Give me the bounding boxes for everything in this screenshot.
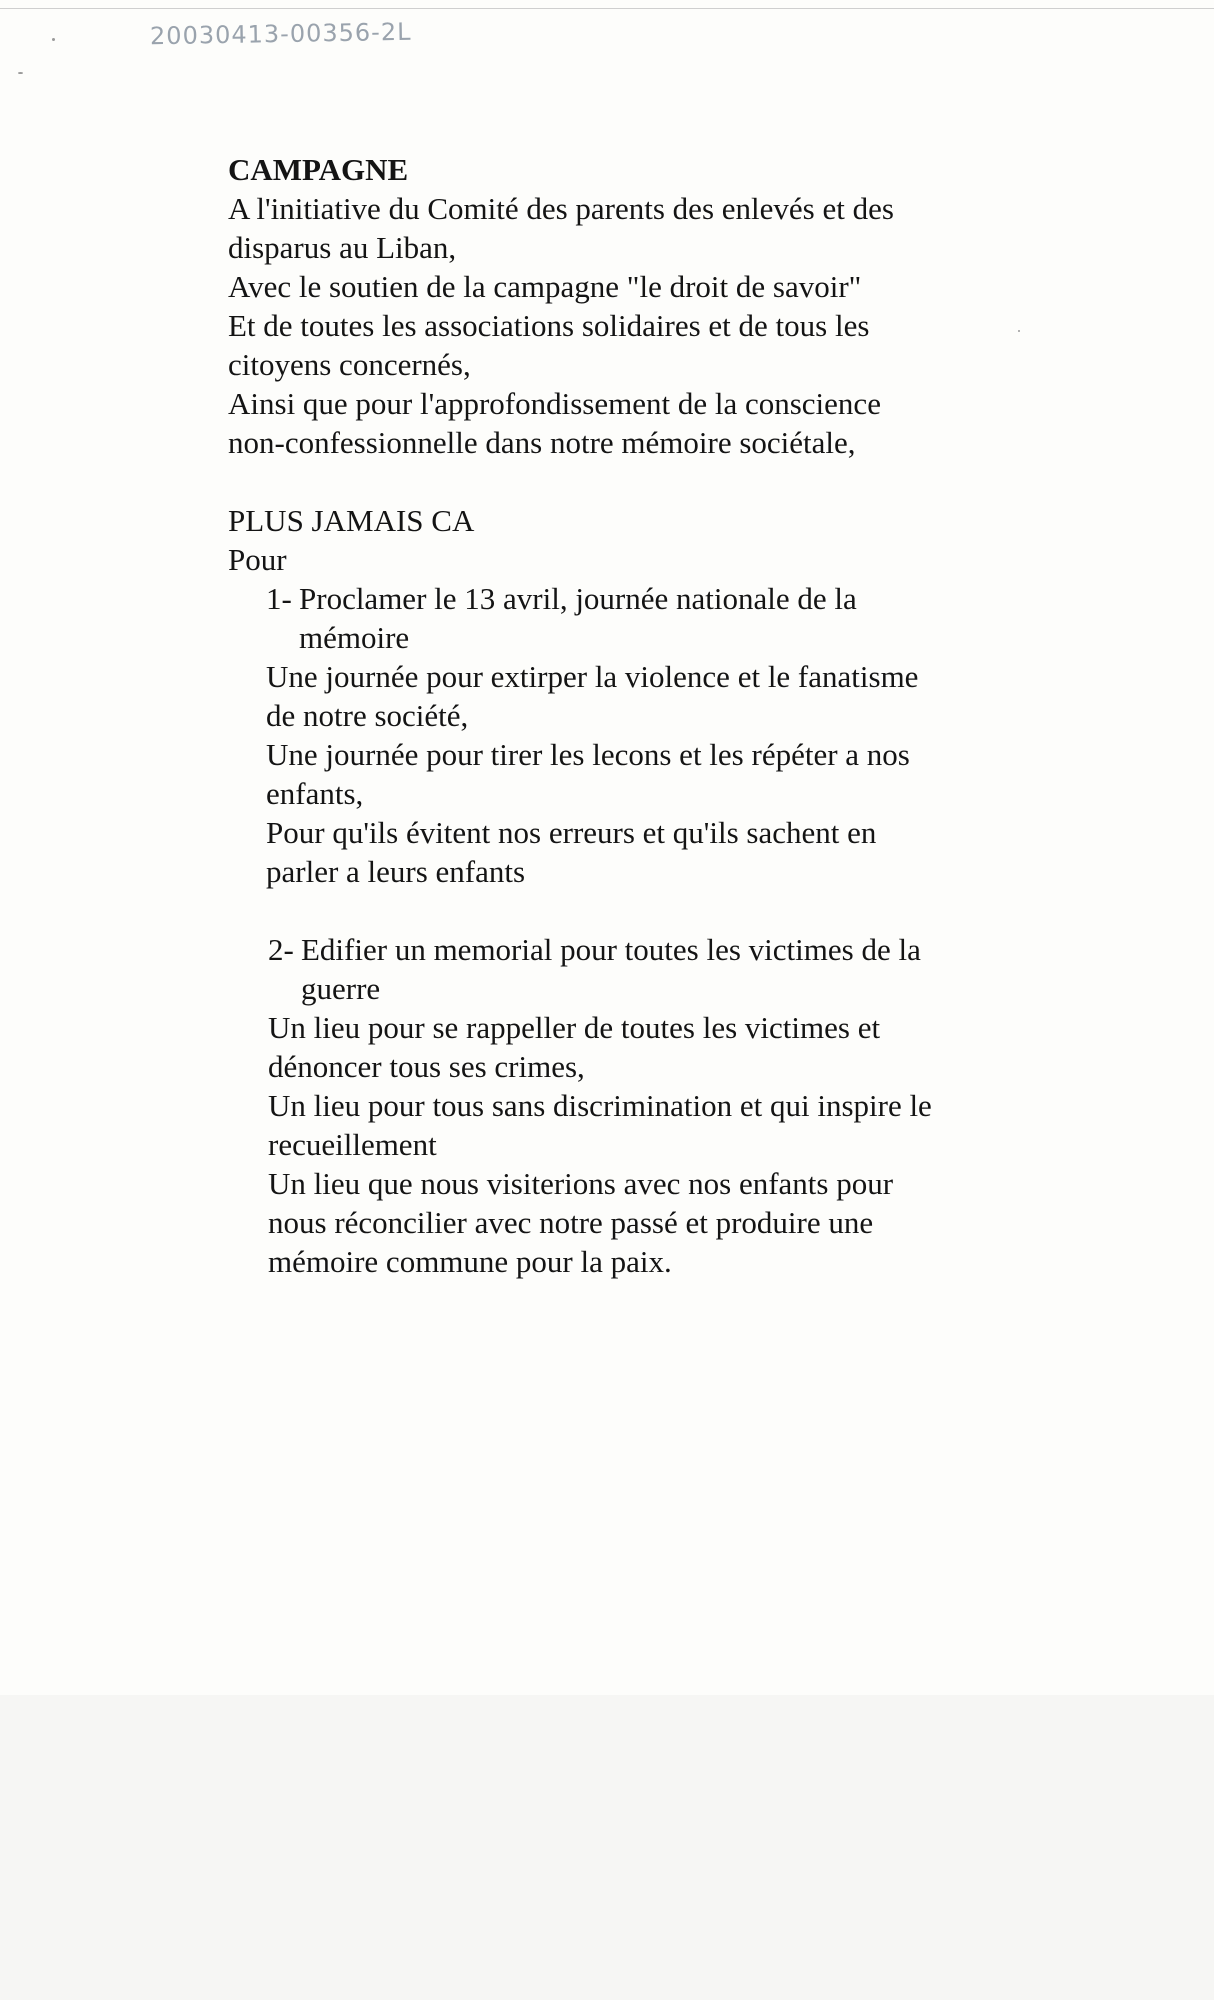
handwritten-reference-number: 20030413-00356-2L (149, 17, 412, 51)
item-2 (268, 930, 1028, 1281)
item-line: parler a leurs enfants (266, 854, 526, 889)
item-line: dénoncer tous ses crimes, (268, 1049, 585, 1084)
item-line: enfants, (266, 776, 364, 811)
item-number: 2- (268, 932, 294, 967)
item-title-continued: guerre (301, 971, 381, 1006)
item-line: Un lieu pour tous sans discrimination et qui inspire le (268, 1088, 932, 1123)
intro-paragraph (228, 189, 1028, 462)
item-number: 1- (266, 581, 292, 616)
item-line: Un lieu pour se rappeller de toutes les victimes et (268, 1010, 881, 1045)
slogan: PLUS JAMAIS CA (228, 503, 475, 538)
item-line: Un lieu que nous visiterions avec nos enfants pour (268, 1166, 894, 1201)
item-title: Proclamer le 13 avril, journée nationale de la (299, 581, 857, 616)
intro-line: disparus au Liban, (228, 230, 457, 265)
document-body (228, 150, 1028, 1281)
intro-line: Et de toutes les associations solidaires et de tous les (228, 308, 870, 343)
document-heading: CAMPAGNE (228, 152, 409, 187)
intro-line: Avec le soutien de la campagne "le droit de savoir" (228, 269, 862, 304)
item-line: Une journée pour extirper la violence et le fanatisme (266, 659, 919, 694)
scan-speck (18, 72, 23, 74)
intro-line: non-confessionnelle dans notre mémoire sociétale, (228, 425, 856, 460)
item-line: mémoire commune pour la paix. (268, 1244, 672, 1279)
intro-line: citoyens concernés, (228, 347, 471, 382)
page-top-edge (0, 8, 1214, 9)
item-line: recueillement (268, 1127, 437, 1162)
item-line: Pour qu'ils évitent nos erreurs et qu'ils sachent en (266, 815, 877, 850)
pour-label: Pour (228, 542, 287, 577)
item-title-continued: mémoire (299, 620, 410, 655)
item-title: Edifier un memorial pour toutes les victimes de la (301, 932, 921, 967)
scan-speck (52, 38, 55, 41)
intro-line: A l'initiative du Comité des parents des enlevés et des (228, 191, 894, 226)
intro-line: Ainsi que pour l'approfondissement de la conscience (228, 386, 881, 421)
item-line: Une journée pour tirer les lecons et les répéter a nos (266, 737, 910, 772)
item-line: de notre société, (266, 698, 469, 733)
item-1 (266, 579, 1028, 891)
item-line: nous réconcilier avec notre passé et produire une (268, 1205, 874, 1240)
